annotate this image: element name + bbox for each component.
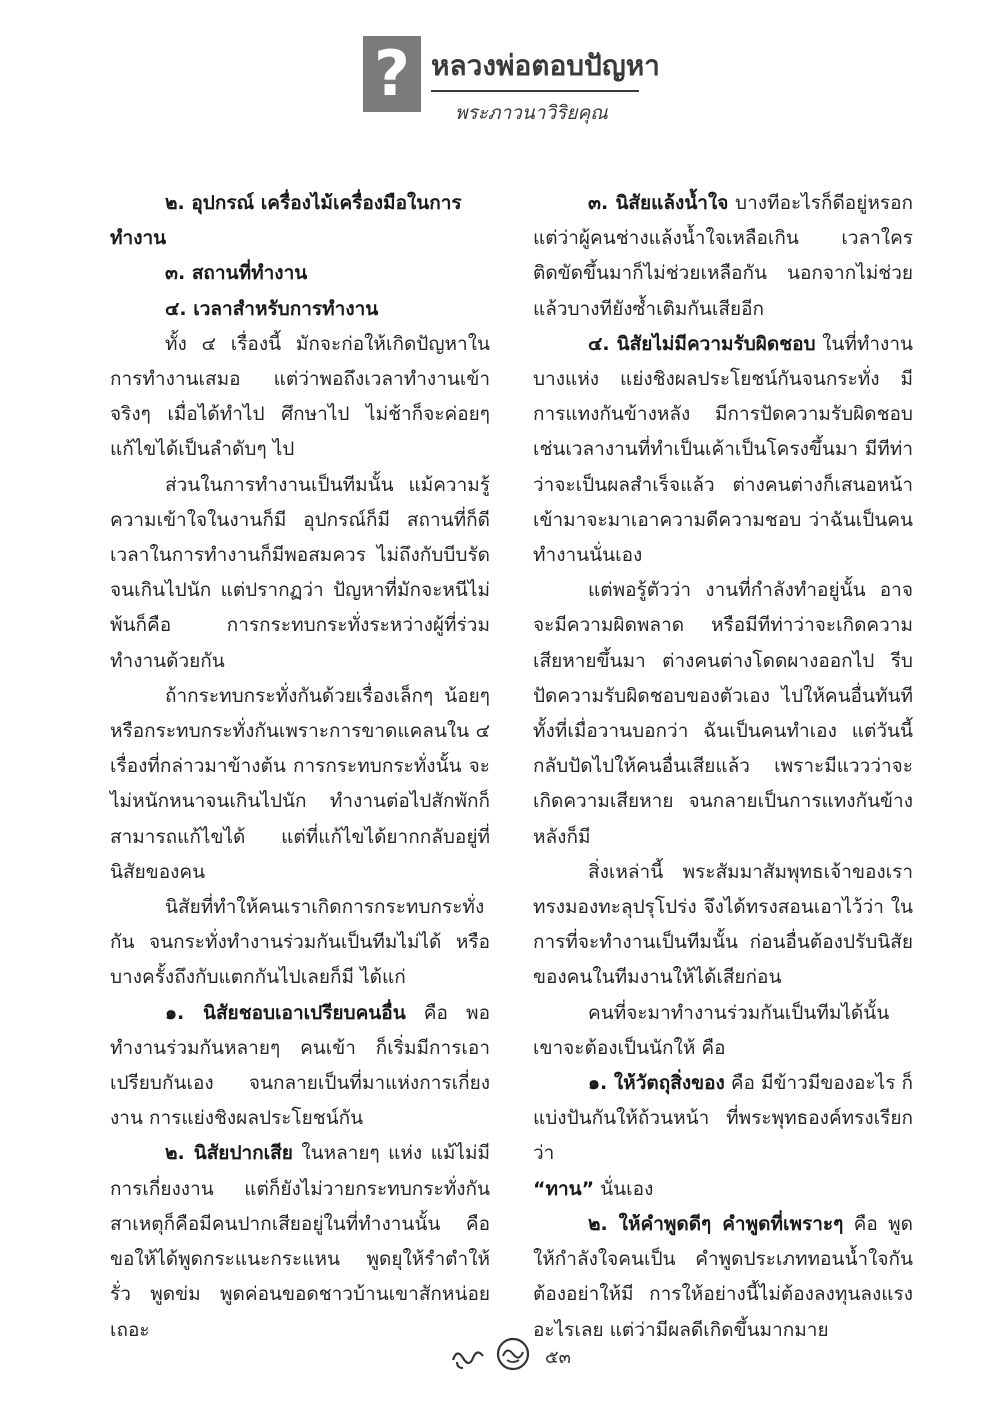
paragraph: แต่พอรู้ตัวว่า งานที่กำลังทำอยู่นั้น อาจจะมีความผิดพลาด หรือมีทีท่าว่าจะเกิดความเสียหายขึ้นมา ต่างคนต่างโดดผางออกไป รีบปัดความรับผิดชอบของตัวเอง ไปให้คนอื่นทันทีทั้งที่เมื่อวานบอกว่า ฉันเป็นคนทำเอง แต่วันนี้กลับปัดไปให้คนอื่นเสียแล้ว เพราะมีแววว่าจะเกิดความเสียหาย จนกลายเป็นการแทงกันข้างหลังก็มี [533,579,913,848]
habit-item-1: ๑. นิสัยชอบเอาเปรียบคนอื่น คือ พอทำงานร่วมกันหลายๆ คนเข้า ก็เริ่มมีการเอาเปรียบกันเอง จนกลายเป็นที่มาแห่งการเกี่ยงงาน การแย่งชิงผลประโยชน์กัน [110,1001,490,1130]
giving-item-2: ๒. ให้คำพูดดีๆ คำพูดที่เพราะๆ คือ พูดให้กำลังใจคนเป็น คำพูดประเภททอนน้ำใจกันต้องอย่าให้มี การให้อย่างนี้ไม่ต้องลงทุนลงแรงอะไรเลย แต่ว่ามีผลดีเกิดขึ้นมากมาย [533,1212,913,1341]
giving-item-1-cont: “ทาน” นั่นเอง [533,1177,654,1200]
paragraph: ส่วนในการทำงานเป็นทีมนั้น แม้ความรู้ความเข้าใจในงานก็มี อุปกรณ์ก็มี สถานที่ก็ดีเวลาในการทำงานก็มีพอสมควร ไม่ถึงกับบีบรัดจนเกินไปนัก แต่ปรากฏว่า ปัญหาที่มักจะหนีไม่พ้นก็คือ การกระทบกระทั่งระหว่างผู้ที่ร่วมทำงานด้วยกัน [110,473,490,672]
author-name: พระภาวนาวิริยคุณ [455,102,608,124]
title-divider [431,90,639,92]
page-title: หลวงพ่อตอบปัญหา [431,49,660,82]
question-mark-icon: ? [363,36,421,112]
giving-item-1: ๑. ให้วัตถุสิ่งของ คือ มีข้าวมีของอะไร ก็แบ่งปันกันให้ถ้วนหน้า ที่พระพุทธองค์ทรงเรียกว่า [533,1072,913,1165]
habit-item-3: ๓. นิสัยแล้งน้ำใจ บางทีอะไรก็ดีอยู่หรอกแต่ว่าผู้คนช่างแล้งน้ำใจเหลือเกิน เวลาใครติดขัดขึ้นมาก็ไม่ช่วยเหลือกัน นอกจากไม่ช่วยแล้วบางทียังซ้ำเติมกันเสียอีก [533,192,913,320]
paragraph: นิสัยที่ทำให้คนเราเกิดการกระทบกระทั่งกัน จนกระทั่งทำงานร่วมกันเป็นทีมไม่ได้ หรือบางครั้งถึงกับแตกกันไปเลยก็มี ได้แก่ [110,896,490,989]
paragraph: คนที่จะมาทำงานร่วมกันเป็นทีมได้นั้น เขาจะต้องเป็นนักให้ คือ [533,1001,890,1059]
page-number: ๕๓ [545,1347,571,1368]
left-column [110,186,490,1348]
paragraph: ถ้ากระทบกระทั่งกันด้วยเรื่องเล็กๆ น้อยๆหรือกระทบกระทั่งกันเพราะการขาดแคลนใน ๔ เรื่องที่กล่าวมาข้างต้น การกระทบกระทั่งนั้น จะไม่หนักหนาจนเกินไปนัก ทำงานต่อไปสักพักก็สามารถแก้ไขได้ แต่ที่แก้ไขได้ยากกลับอยู่ที่นิสัยของคน [110,684,490,883]
header [363,36,663,131]
list-item-equipment-cont: ทำงาน [110,227,167,250]
paragraph: สิ่งเหล่านี้ พระสัมมาสัมพุทธเจ้าของเราทรงมองทะลุปรุโปร่ง จึงได้ทรงสอนเอาไว้ว่า ในการที่จะทำงานเป็นทีมนั้น ก่อนอื่นต้องปรับนิสัยของคนในทีมงานให้ได้เสียก่อน [533,860,913,989]
list-item-equipment: ๒. อุปกรณ์ เครื่องไม้เครื่องมือในการ [165,192,462,214]
magazine-logo-icon [449,1336,539,1372]
habit-item-2: ๒. นิสัยปากเสีย ในหลายๆ แห่ง แม้ไม่มีการเกี่ยงงาน แต่ก็ยังไม่วายกระทบกระทั่งกันสาเหตุก็คือมีคนปากเสียอยู่ในที่ทำงานนั้น คือขอให้ได้พูดกระแนะกระแหน พูดยุให้รำตำให้รั่ว พูดข่ม พูดค่อนขอดชาวบ้านเขาสักหน่อยเถอะ [110,1142,490,1341]
list-item-workplace: ๓. สถานที่ทำงาน [165,262,308,285]
footer [449,1336,589,1376]
list-item-time: ๔. เวลาสำหรับการทำงาน [165,297,379,320]
habit-item-4: ๔. นิสัยไม่มีความรับผิดชอบ ในที่ทำงานบางแห่ง แย่งชิงผลประโยชน์กันจนกระทั่ง มีการแทงกันข้างหลัง มีการปัดความรับผิดชอบ เช่นเวลางานที่ทำเป็นเค้าเป็นโครงขึ้นมา มีทีท่าว่าจะเป็นผลสำเร็จแล้ว ต่างคนต่างก็เสนอหน้าเข้ามาจะมาเอาความดีความชอบ ว่าฉันเป็นคนทำงานนั่นเอง [533,332,913,567]
right-column [533,186,913,1348]
paragraph: ทั้ง ๔ เรื่องนี้ มักจะก่อให้เกิดปัญหาในการทำงานเสมอ แต่ว่าพอถึงเวลาทำงานเข้าจริงๆ เมื่อได้ทำไป ศึกษาไป ไม่ช้าก็จะค่อยๆแก้ไขได้เป็นลำดับๆ ไป [110,332,490,461]
